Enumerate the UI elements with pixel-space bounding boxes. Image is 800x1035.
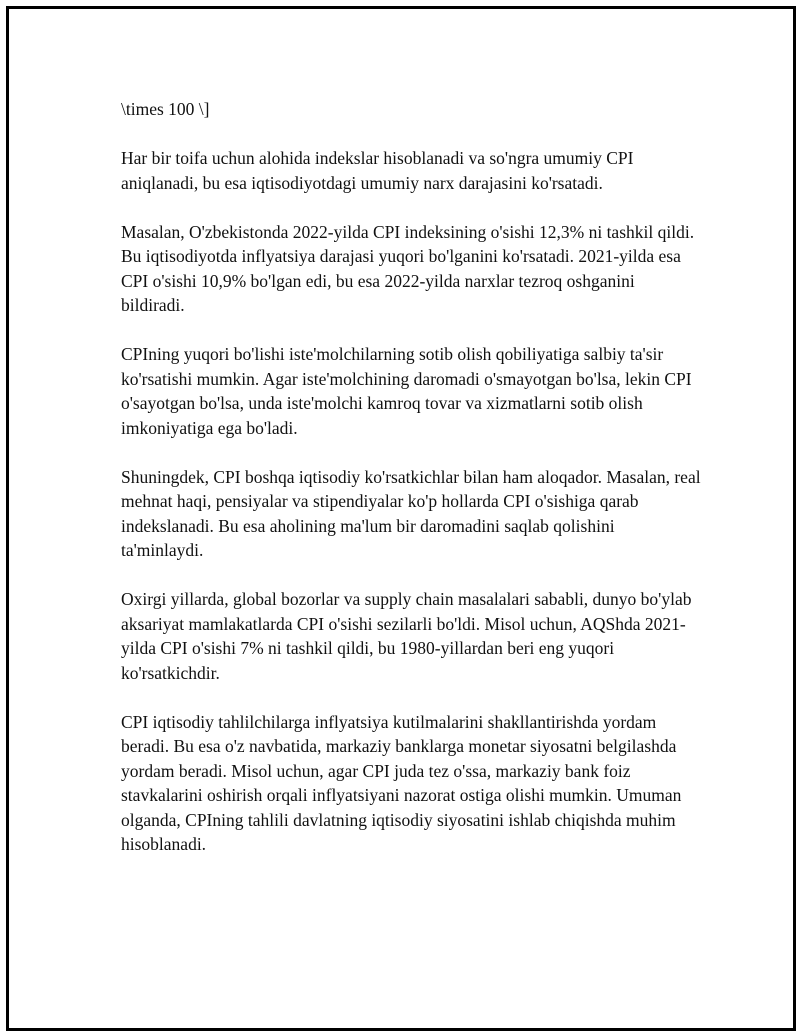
paragraph-monetary-policy: CPI iqtisodiy tahlilchilarga inflyatsiya kutilmalarini shakllantirishda yordam beradi. Bu esa o'z navbatida, markaziy banklarga monetar siyosatni belgilashda yordam beradi. Misol uchun, agar CPI juda tez o'ssa, markaziy bank foiz stavkalarini oshirish orqali inflyatsiyani nazorat ostiga olishi mumkin. Umuman olganda, CPIning tahlili davlatning iqtisodiy siyosatini ishlab chiqishda muhim hisoblanadi. xyxy=(121,711,682,854)
paragraph-purchasing-power: CPIning yuqori bo'lishi iste'molchilarning sotib olish qobiliyatiga salbiy ta'sir ko'rsatishi mumkin. Agar iste'molchining daromadi o'smayotgan bo'lsa, lekin CPI o'sayotgan bo'lsa, unda iste'molchi kamroq tovar va xizmatlarni sotib olish imkoniyatiga ega bo'ladi. xyxy=(121,344,692,438)
paragraph-uzbekistan-example: Masalan, O'zbekistonda 2022-yilda CPI indeksining o'sishi 12,3% ni tashkil qildi. Bu iqtisodiyotda inflyatsiya darajasi yuqori bo'lganini ko'rsatadi. 2021-yilda esa CPI o'sishi 10,9% bo'lgan edi, bu esa 2022-yilda narxlar tezroq oshganini bildiradi. xyxy=(121,221,695,315)
page-border xyxy=(6,6,796,1031)
paragraph-category-indices: Har bir toifa uchun alohida indekslar hisoblanadi va so'ngra umumiy CPI aniqlanadi, bu esa iqtisodiyotdagi umumiy narx darajasini ko'rsatadi. xyxy=(121,148,634,193)
formula-fragment: \times 100 \] xyxy=(121,99,210,119)
paragraph-global-trends: Oxirgi yillarda, global bozorlar va supply chain masalalari sababli, dunyo bo'ylab aksariyat mamlakatlarda CPI o'sishi sezilarli bo'ldi. Misol uchun, AQShda 2021-yilda CPI o'sishi 7% ni tashkil qildi, bu 1980-yillardan beri eng yuqori ko'rsatkichdir. xyxy=(121,589,692,683)
paragraph-indexation: Shuningdek, CPI boshqa iqtisodiy ko'rsatkichlar bilan ham aloqador. Masalan, real mehnat haqi, pensiyalar va stipendiyalar ko'p hollarda CPI o'sishiga qarab indekslanadi. Bu esa aholining ma'lum bir daromadini saqlab qolishini ta'minlaydi. xyxy=(121,466,701,560)
document-body xyxy=(121,97,701,881)
